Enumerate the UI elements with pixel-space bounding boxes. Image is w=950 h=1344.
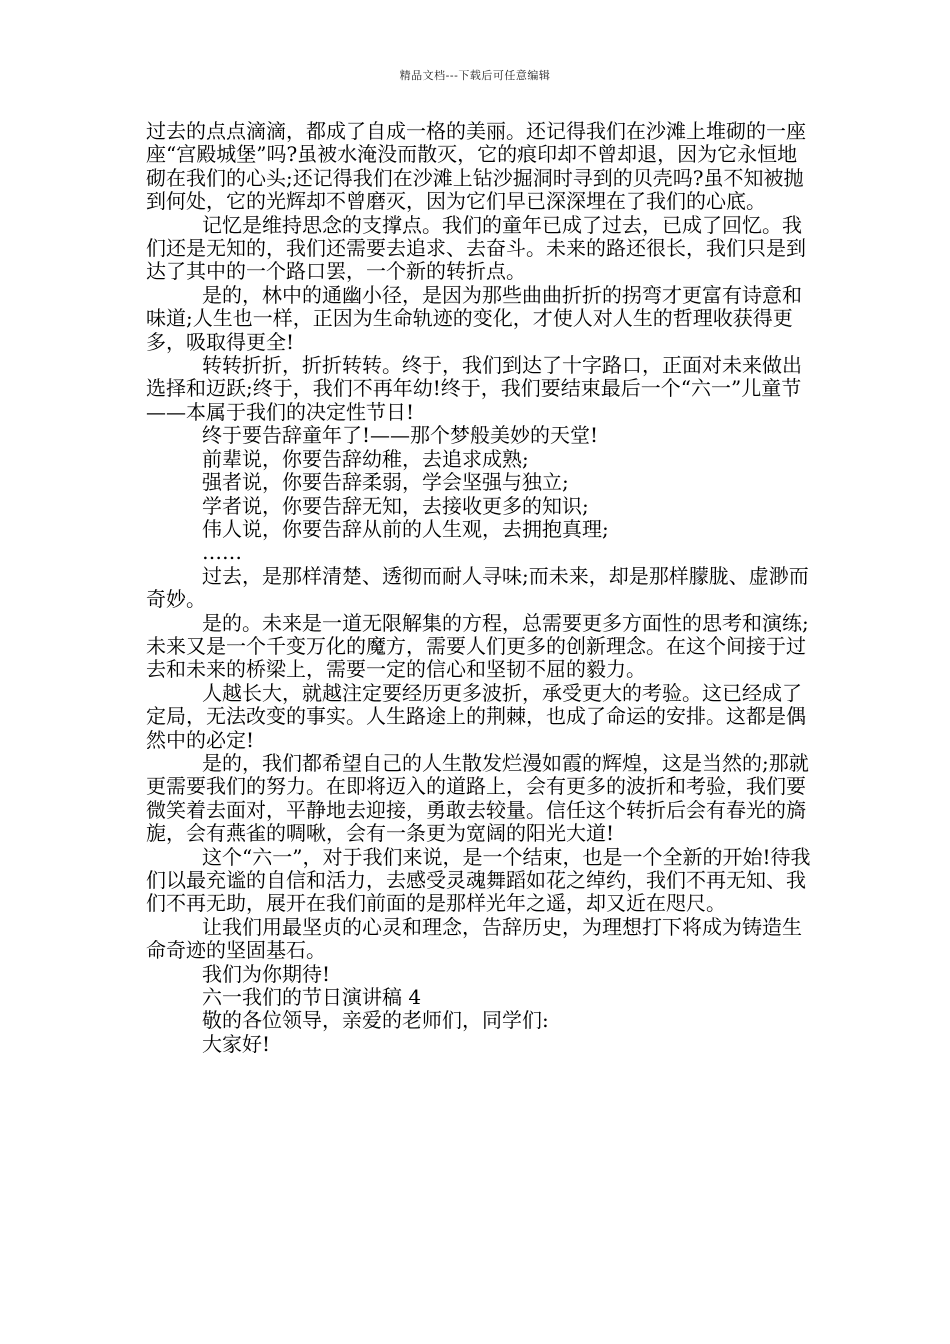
paragraph: 转转折折，折折转转。终于，我们到达了十字路口，正面对未来做出选择和迈跃;终于，我们不再年幼!终于，我们要结束最后一个“六一”儿童节——本属于我们的决定性节日! [146,353,802,424]
paragraph: 人越长大，就越注定要经历更多波折，承受更大的考验。这已经成了定局，无法改变的事实。人生路途上的荆棘，也成了命运的安排。这都是偶然中的必定! [146,680,806,752]
paragraph: 这个“六一”，对于我们来说，是一个结束，也是一个全新的开始!待我们以最充谧的自信和活力，去感受灵魂舞蹈如花之绰约，我们不再无知、我们不再无助，展开在我们前面的是那样光年之遥，却又近在咫尺。 [146,844,811,916]
paragraph: 是的，我们都希望自己的人生散发烂漫如霞的辉煌，这是当然的;那就更需要我们的努力。在即将迈入的道路上，会有更多的波折和考验，我们要微笑着去面对，平静地去迎接，勇敢去较量。信任这个转折后会有春光的旖旎，会有燕雀的啁啾，会有一条更为宽阔的阳光大道! [146,750,809,846]
page-header: 精品文档---下载后可任意编辑 [399,69,551,82]
paragraph: 前辈说，你要告辞幼稚，去追求成熟; [202,446,529,471]
document-body [146,120,811,1056]
paragraph: 是的，林中的通幽小径，是因为那些曲曲折折的拐弯才更富有诗意和味道;人生也一样，正因为生命轨迹的变化，才使人对人生的哲理收获得更多，吸取得更全! [146,282,802,354]
paragraph: 过去，是那样清楚、透彻而耐人寻味;而未来，却是那样朦胧、虚渺而奇妙。 [146,563,809,612]
paragraph: 记忆是维持思念的支撑点。我们的童年已成了过去，已成了回忆。我们还是无知的，我们还需要去追求、去奋斗。未来的路还很长，我们只是到达了其中的一个路口罢，一个新的转折点。 [146,212,806,284]
paragraph: 是的。未来是一道无限解集的方程，总需要更多方面性的思考和演练;未来又是一个千变万化的魔方，需要人们更多的创新理念。在这个间接于过去和未来的桥梁上，需要一定的信心和坚韧不屈的毅力。 [146,610,809,682]
paragraph: 学者说，你要告辞无知，去接收更多的知识; [202,493,589,518]
salutation: 敬的各位领导，亲爱的老师们，同学们: [202,1008,549,1033]
greeting: 大家好! [202,1031,271,1056]
paragraph: 终于要告辞童年了!——那个梦般美妙的天堂! [202,423,599,448]
paragraph: 强者说，你要告辞柔弱，学会坚强与独立; [202,470,569,495]
paragraph: 伟人说，你要告辞从前的人生观，去拥抱真理; [202,516,609,541]
ellipsis-line: …… [202,540,242,565]
section-heading: 六一我们的节日演讲稿 4 [202,985,422,1010]
paragraph: 我们为你期待! [202,961,331,986]
paragraph: 过去的点点滴滴，都成了自成一格的美丽。还记得我们在沙滩上堆砌的一座座“宫殿城堡”吗?虽被水淹没而散灭，它的痕印却不曾却退，因为它永恒地砌在我们的心头;还记得我们在沙滩上钻沙掘洞时寻到的贝壳吗?虽不知被抛到何处，它的光辉却不曾磨灭，因为它们早已深深埋在了我们的心底。 [146,119,806,214]
paragraph: 让我们用最坚贞的心灵和理念，告辞历史，为理想打下将成为铸造生命奇迹的坚固基石。 [146,914,802,963]
